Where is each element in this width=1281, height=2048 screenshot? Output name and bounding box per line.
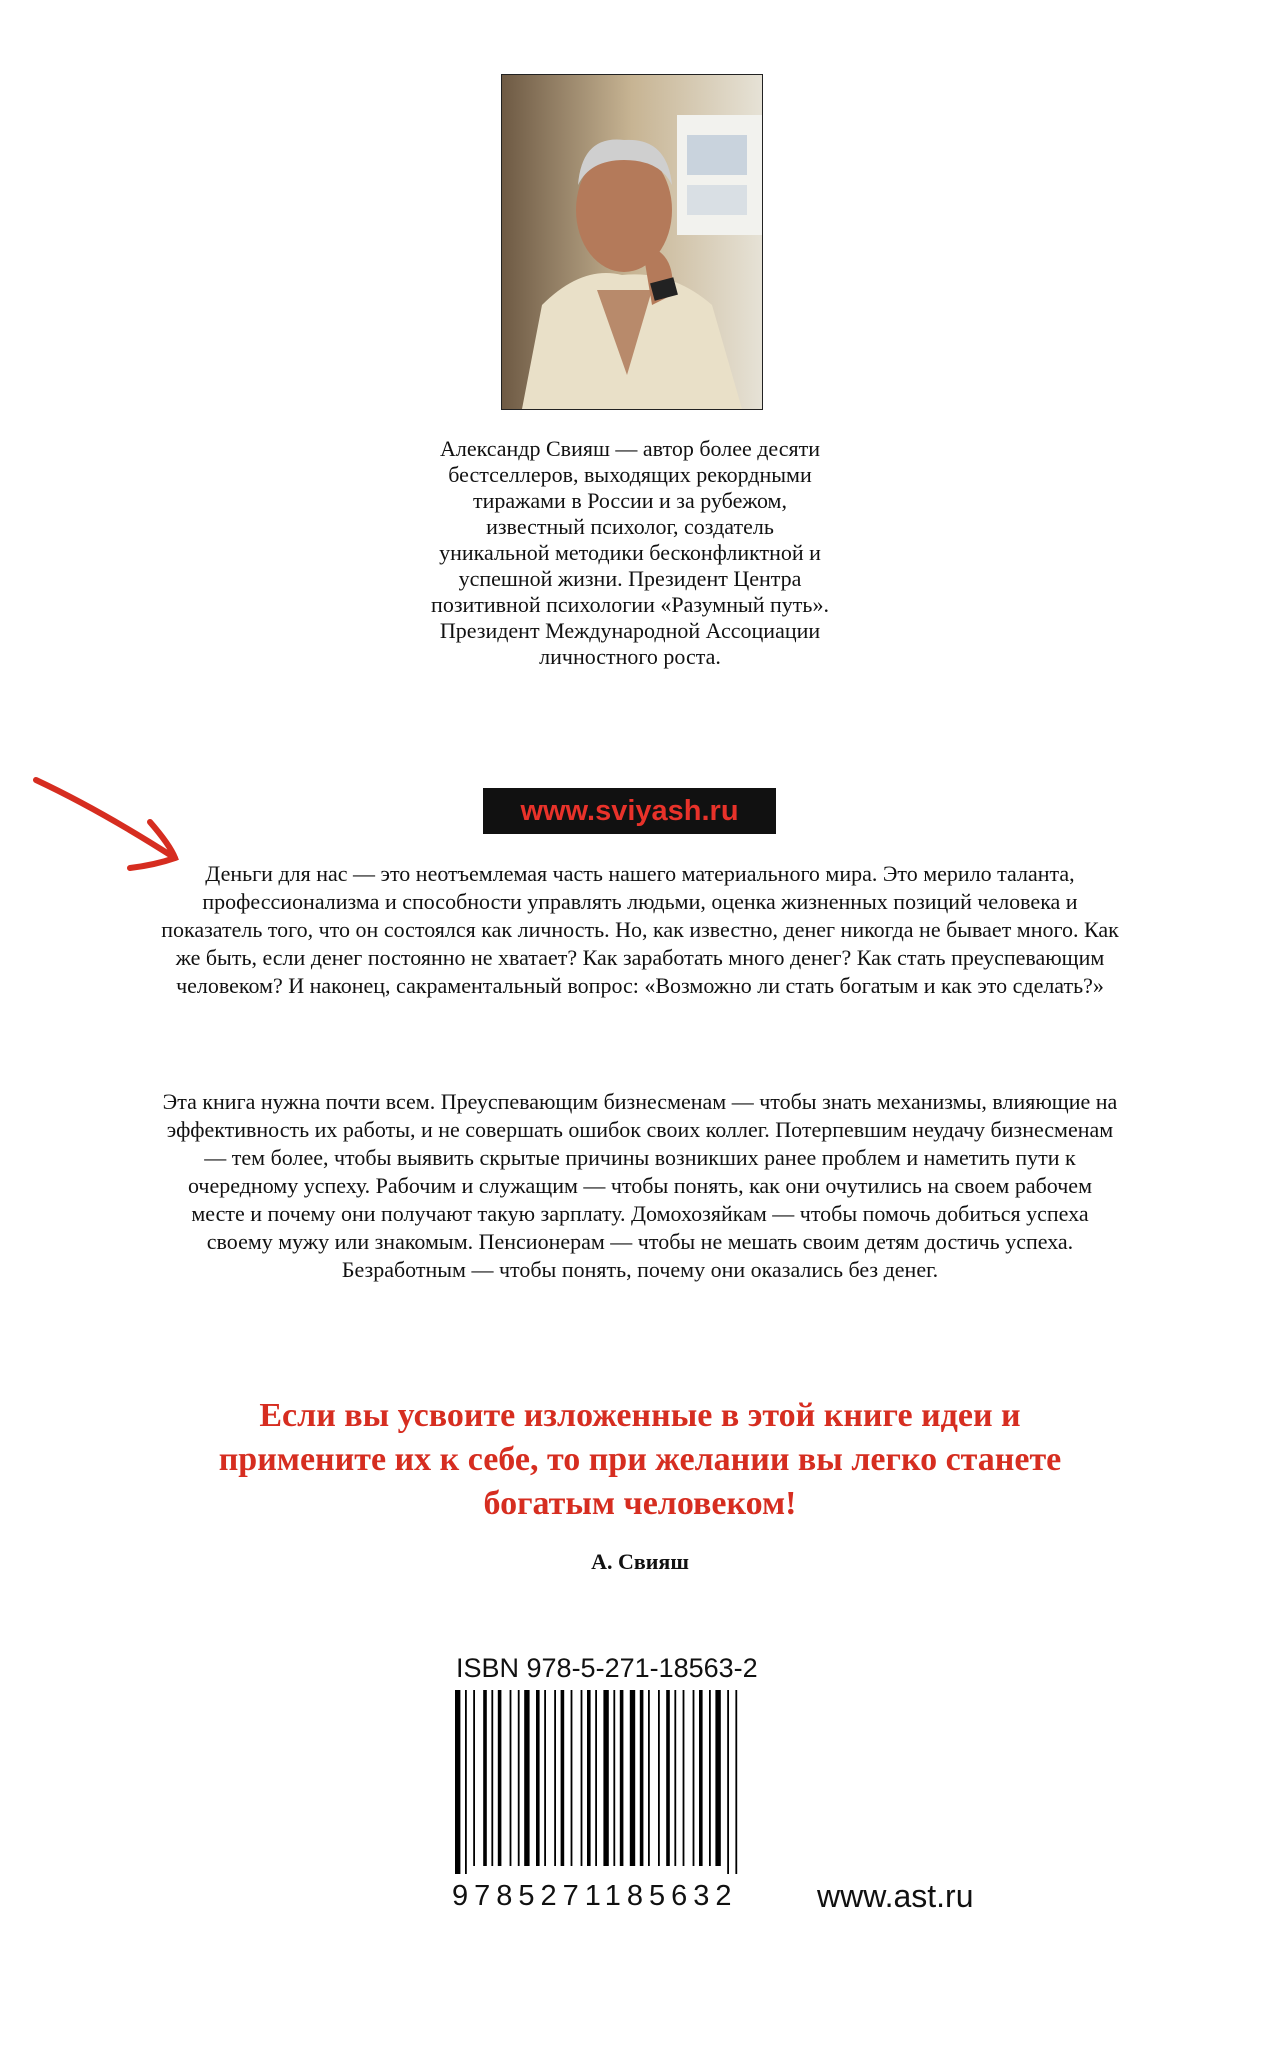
- barcode-bar: [648, 1690, 650, 1866]
- barcode-bar: [455, 1690, 460, 1874]
- publisher-website[interactable]: www.ast.ru: [817, 1878, 974, 1914]
- author-portrait-image: [502, 75, 762, 409]
- barcode-bar: [554, 1690, 556, 1866]
- barcode-bar: [483, 1690, 487, 1866]
- barcode-bar: [587, 1690, 591, 1866]
- author-website-badge[interactable]: www.sviyash.ru: [483, 788, 776, 834]
- isbn-label: ISBN 978-5-271-18563-2: [456, 1653, 758, 1683]
- barcode-bar: [699, 1690, 703, 1866]
- barcode-image: [453, 1690, 801, 1874]
- barcode-bar: [595, 1690, 597, 1866]
- barcode-bar: [561, 1690, 565, 1866]
- barcode-bar: [620, 1690, 624, 1866]
- barcode-digits: 9785271185632: [452, 1880, 738, 1912]
- barcode-bar: [581, 1690, 583, 1866]
- barcode-bar: [630, 1690, 635, 1866]
- barcode-bar: [603, 1690, 608, 1866]
- author-photo: [501, 74, 763, 410]
- author-bio: Александр Свияш — автор более десяти бестселлеров, выходящих рекордными тиражами в России и за рубежом, известный психолог, создатель уникальной методики бесконфликтной и успешной жизни. Президент Центра позитивной психологии «Разумный путь». Президент Международной Ассоциации личностного роста.: [431, 436, 829, 669]
- barcode-bar: [709, 1690, 711, 1866]
- description-paragraph-1: Деньги для нас — это неотъемлемая часть нашего материального мира. Это мерило таланта, профессионализма и способности управлять людьми, оценка жизненных позиций человека и показатель того, что он состоялся как личность. Но, как известно, денег никогда не бывает много. Как же быть, если денег постоянно не хватает? Как заработать много денег? Как стать преуспевающим человеком? И наконец, сакраментальный вопрос: «Возможно ли стать богатым и как это сделать?»: [161, 861, 1119, 998]
- barcode-bar: [518, 1690, 520, 1866]
- description-paragraph-2: Эта книга нужна почти всем. Преуспевающим бизнесменам — чтобы знать механизмы, влияющие на эффективность их работы, и не совершать ошибок своих коллег. Потерпевшим неудачу бизнесменам — тем более, чтобы выявить скрытые причины возникших ранее проблем и наметить пути к очередному успеху. Рабочим и служащим — чтобы понять, как они очутились на своем рабочем месте и почему они получают такую зарплату. Домохозяйкам — чтобы помочь добиться успеха своему мужу или знакомым. Пенсионерам — чтобы не мешать своим детям достичь успеха. Безработным — чтобы понять, почему они оказались без денег.: [162, 1089, 1118, 1282]
- barcode-bar: [473, 1690, 475, 1866]
- barcode-bar: [465, 1690, 467, 1874]
- barcode-bar: [571, 1690, 573, 1866]
- barcode-bar: [510, 1690, 512, 1866]
- barcode-bar: [666, 1690, 670, 1866]
- barcode-bar: [727, 1690, 729, 1874]
- barcode-bar: [613, 1690, 615, 1866]
- barcode-bar: [498, 1690, 502, 1866]
- author-signature: А. Свияш: [591, 1549, 689, 1574]
- highlight-promise: Если вы усвоите изложенные в этой книге идеи и примените их к себе, то при желании вы легко станете богатым человеком!: [218, 1397, 1062, 1522]
- barcode-bar: [658, 1690, 660, 1866]
- barcode-bar: [674, 1690, 676, 1866]
- barcode-bar: [683, 1690, 685, 1866]
- barcode-bar: [491, 1690, 493, 1866]
- barcode-bar: [640, 1690, 644, 1866]
- barcode-bar: [524, 1690, 529, 1866]
- barcode-bar: [536, 1690, 540, 1866]
- barcode-bar: [544, 1690, 546, 1866]
- barcode-bar: [693, 1690, 695, 1866]
- barcode-bar: [715, 1690, 720, 1866]
- barcode-bar: [735, 1690, 737, 1874]
